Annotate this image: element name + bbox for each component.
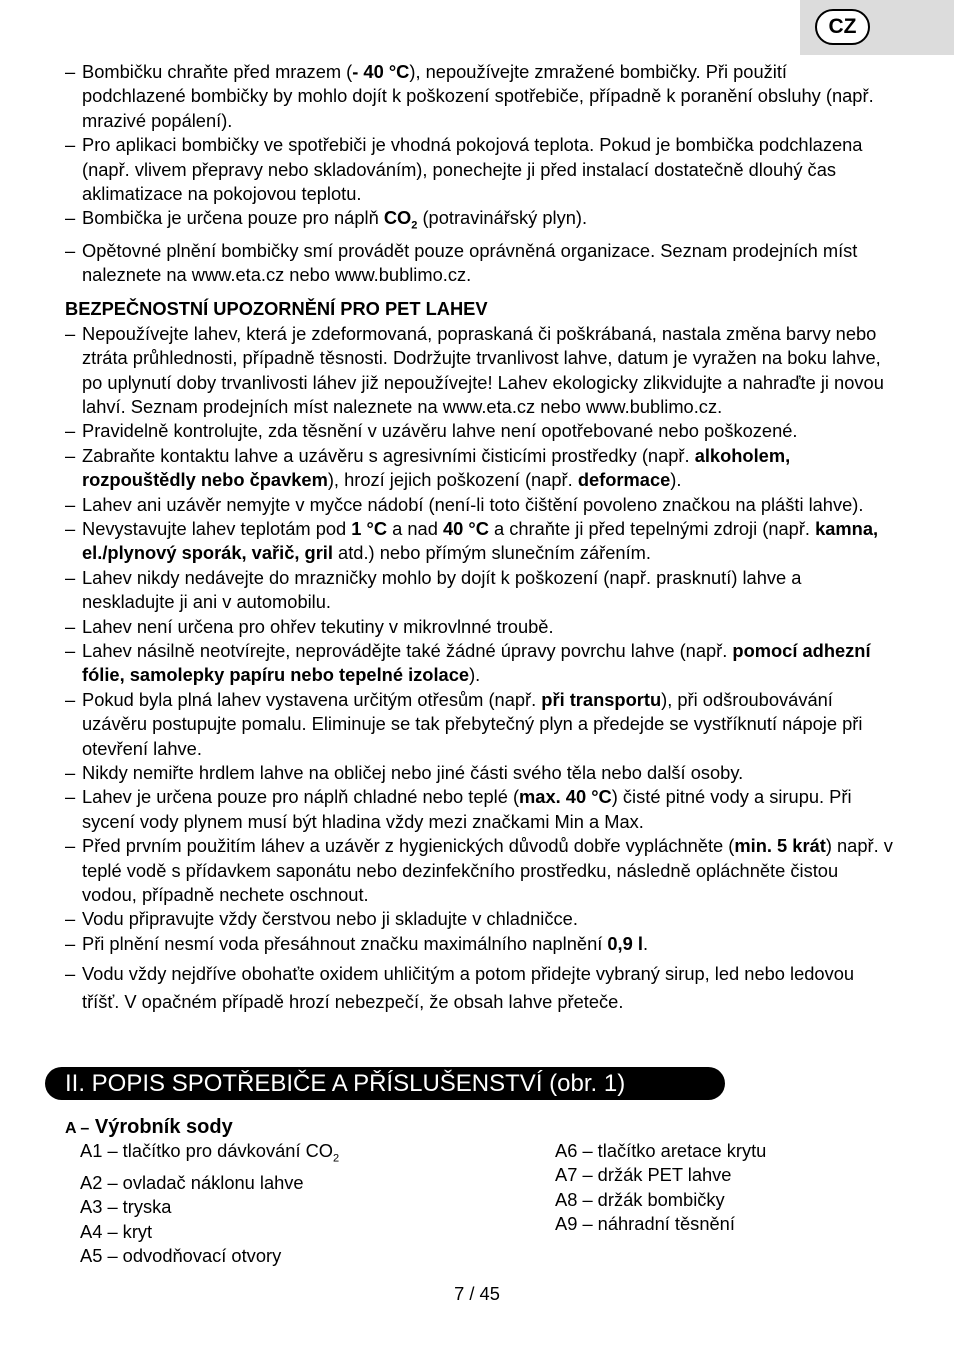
list-item xyxy=(65,639,895,688)
bullet-dash: – xyxy=(65,420,76,442)
bullet-dash: – xyxy=(65,786,76,808)
bullet-dash: – xyxy=(65,615,76,637)
pet-safety-list xyxy=(65,322,895,1017)
bullet-dash: – xyxy=(65,835,76,857)
item-text: Nikdy nemiřte hrdlem lahve na obličej nebo jiné části svého těla nebo další osoby. xyxy=(82,762,744,784)
bullet-dash: – xyxy=(65,640,76,661)
item-text: Bombička je určena pouze pro náplň $CO_2$ (potravinářský plyn). xyxy=(82,207,588,233)
item-text: Vodu připravujte vždy čerstvou nebo ji skladujte v chladničce. xyxy=(82,908,578,930)
parts-list-left xyxy=(80,1139,339,1269)
item-text: Při plnění nesmí voda přesáhnout značku maximálního naplnění 0,9 l. xyxy=(82,932,649,954)
parts-list-right xyxy=(555,1139,766,1237)
item-text: Nevystavujte lahev teplotám pod 1 °C a nad 40 °C a chraňte ji před tepelnými zdroji (např. kamna, el./plynový sporák, vařič, gril atd.) nebo přímým slunečním zářením. xyxy=(82,517,879,564)
item-text: Lahev je určena pouze pro náplň chladné nebo teplé (max. 40 °C) čisté pitné vody a sirupu. Při sycení vody plynem musí být hladina vždy mezi značkami Min a Max. xyxy=(82,786,852,832)
part-item: A7 – držák PET lahve xyxy=(555,1164,732,1186)
bullet-dash: – xyxy=(65,762,76,784)
bullet-dash: – xyxy=(65,444,76,466)
bullet-dash: – xyxy=(65,239,76,261)
list-item xyxy=(65,444,895,493)
bullet-dash: – xyxy=(65,134,76,156)
bullet-dash: – xyxy=(65,566,76,588)
part-item: A3 – tryska xyxy=(80,1196,172,1218)
list-item xyxy=(65,785,895,834)
list-item xyxy=(65,688,895,761)
part-item: A9 – náhradní těsnění xyxy=(555,1213,735,1235)
list-item xyxy=(65,761,895,785)
pet-safety-heading: BEZPEČNOSTNÍ UPOZORNĚNÍ PRO PET LAHEV xyxy=(65,298,488,320)
cartridge-safety-list xyxy=(65,60,895,287)
list-item xyxy=(65,834,895,907)
part-item: A8 – držák bombičky xyxy=(555,1188,725,1210)
bullet-dash: – xyxy=(65,61,76,82)
subsection-prefix: A – xyxy=(65,1120,90,1137)
part-item: A5 – odvodňovací otvory xyxy=(80,1245,282,1267)
list-item xyxy=(65,960,895,1016)
list-item xyxy=(65,932,895,956)
part-item: A6 – tlačítko aretace krytu xyxy=(555,1140,767,1161)
item-text: Lahev násilně neotvírejte, neprovádějte také žádné úpravy povrchu lahve (např. pomocí adhezní fólie, samolepky papíru nebo tepelné izolace). xyxy=(82,640,871,686)
item-text: Pokud byla plná lahev vystavena určitým otřesům (např. při transportu), při odšroubovávání uzávěru postupujte pomalu. Eliminuje se tak přebytečný plyn a předejde se vystříknutí nápoje při otevření lahve. xyxy=(82,688,863,759)
item-text: Lahev nikdy nedávejte do mrazničky mohlo by dojít k poškození (např. prasknutí) lahve a neskladujte ji ani v automobilu. xyxy=(82,566,802,613)
item-text: Opětovné plnění bombičky smí provádět pouze oprávněná organizace. Seznam prodejních míst naleznete na www.eta.cz nebo www.bublimo.cz. xyxy=(82,239,858,285)
item-text: Zabraňte kontaktu lahve a uzávěru s agresivními čisticími prostředky (např. alkoholem, rozpouštědly nebo čpavkem), hrozí jejich poškození (např. deformace). xyxy=(82,444,791,491)
language-badge: CZ xyxy=(815,9,870,45)
part-item: A1 – tlačítko pro dávkování $CO_2$ xyxy=(80,1140,340,1165)
part-item: A4 – kryt xyxy=(80,1220,153,1242)
section-title: II. POPIS SPOTŘEBIČE A PŘÍSLUŠENSTVÍ (obr. 1) xyxy=(65,1070,626,1097)
bullet-dash: – xyxy=(65,908,76,930)
bullet-dash: – xyxy=(65,322,76,344)
item-text: Nepoužívejte lahev, která je zdeformovaná, popraskaná či poškrábaná, nastala změna barvy nebo ztráta průhlednosti, případně těsnosti. Dodržujte trvanlivost lahve, datum je vyražen na boku lahve, po uplynutí doby trvanlivosti láhev již nepoužívejte! Lahev ekologicky zlikvidujte a nahraďte ji novou lahví. Seznam prodejních míst naleznete na www.eta.cz nebo www.bublimo.cz. xyxy=(82,322,884,417)
bullet-dash: – xyxy=(65,932,76,954)
list-item xyxy=(65,239,895,288)
page-number: 7 / 45 xyxy=(454,1283,500,1304)
item-text: Lahev není určena pro ohřev tekutiny v mikrovlnné troubě. xyxy=(82,615,554,637)
list-item xyxy=(65,566,895,615)
list-item xyxy=(65,322,895,420)
list-item xyxy=(65,517,895,566)
list-item xyxy=(65,419,895,443)
list-item xyxy=(65,60,895,133)
item-text: Vodu vždy nejdříve obohaťte oxidem uhličitým a potom přidejte vybraný sirup, led nebo ledovou tříšť. V opačném případě hrozí nebezpečí, že obsah lahve přeteče. xyxy=(82,963,855,1013)
bullet-dash: – xyxy=(65,963,76,985)
bullet-dash: – xyxy=(65,688,76,710)
list-item xyxy=(65,615,895,639)
instructions-body xyxy=(65,60,895,1016)
part-item: A2 – ovladač náklonu lahve xyxy=(80,1172,304,1194)
bullet-dash: – xyxy=(65,493,76,515)
bullet-dash: – xyxy=(65,517,76,539)
item-text: Před prvním použitím láhev a uzávěr z hygienických důvodů dobře vypláchněte (min. 5 krát) např. v teplé vodě s přídavkem saponátu nebo dezinfekčního prostředku, následně opláchněte čistou vodou, případně nechete oschnout. xyxy=(82,835,893,906)
section-banner xyxy=(45,1067,725,1100)
subsection-heading xyxy=(65,1114,233,1142)
subsection-title: Výrobník sody xyxy=(94,1116,233,1138)
item-text: Pravidelně kontrolujte, zda těsnění v uzávěru lahve není opotřebované nebo poškozené. xyxy=(82,420,798,442)
item-text: Lahev ani uzávěr nemyjte v myčce nádobí (není-li toto čištění povoleno značkou na plášti lahve). xyxy=(82,493,864,515)
list-item xyxy=(65,493,895,517)
item-text: Bombičku chraňte před mrazem (- 40 °C), nepoužívejte zmražené bombičky. Při použití podchlazené bombičky by mohlo dojít k poškození spotřebiče, případně k poranění obsluhy (např. mrazivé popálení). xyxy=(82,61,874,131)
list-item xyxy=(65,907,895,931)
item-text: Pro aplikaci bombičky ve spotřebiči je vhodná pokojová teplota. Pokud je bombička podchlazena (např. vlivem přepravy nebo skladováním), ponechejte ji před instalací dostatečně dlouhý čas aklimatizace na pokojovou teplotu. xyxy=(82,134,863,205)
list-item xyxy=(65,206,895,238)
list-item xyxy=(65,133,895,206)
bullet-dash: – xyxy=(65,207,76,229)
